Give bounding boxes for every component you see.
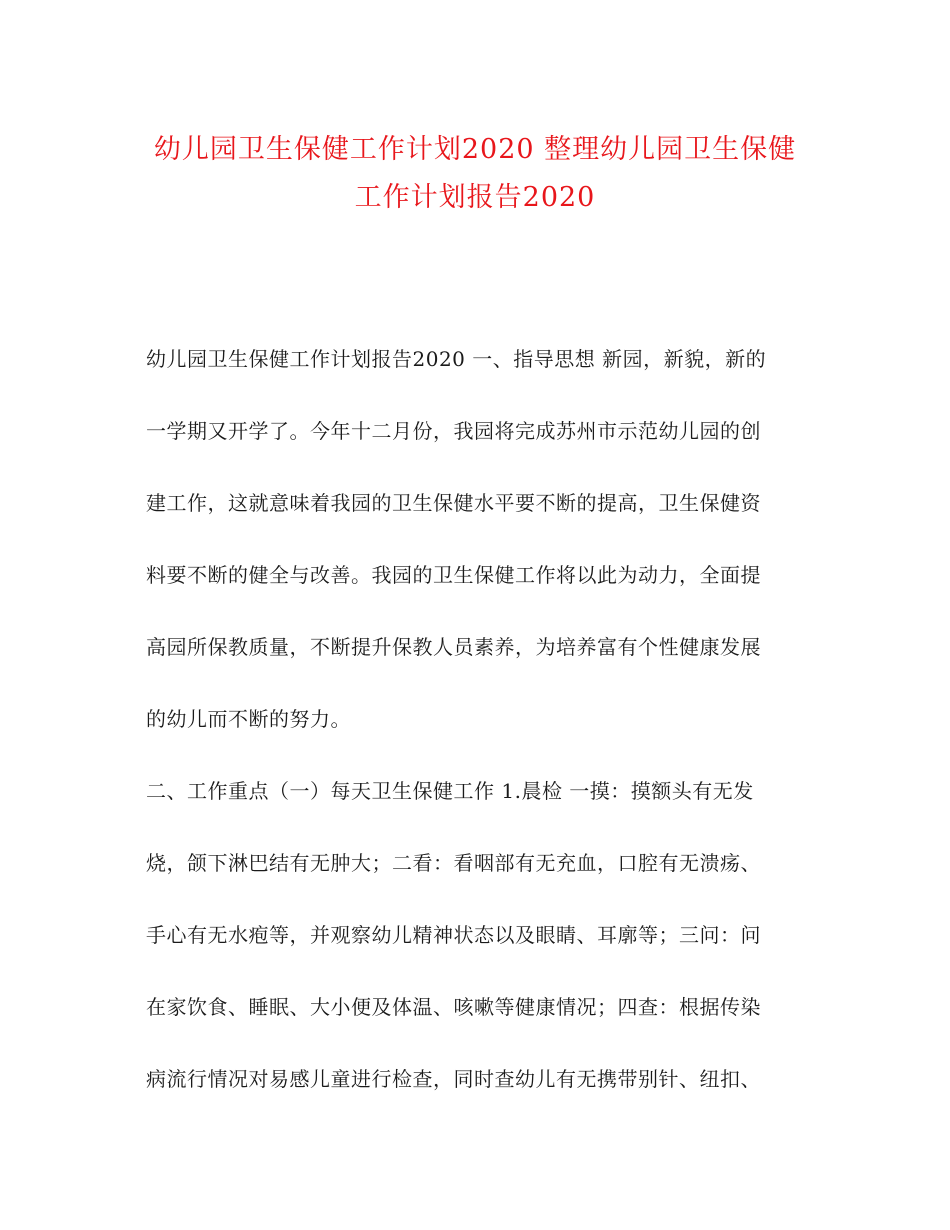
body-line-2: 一学期又开学了。今年十二月份，我园将完成苏州市示范幼儿园的创 [146,419,761,443]
body-line-1: 幼儿园卫生保健工作计划报告2020 一、指导思想 新园，新貌，新的 [146,347,767,371]
document-title [120,126,830,222]
title-line-2: 工作计划报告2020 [354,182,596,213]
body-line-4: 料要不断的健全与改善。我园的卫生保健工作将以此为动力，全面提 [146,563,761,587]
body-line-8: 烧，颌下淋巴结有无肿大；二看：看咽部有无充血，口腔有无溃疡、 [146,851,761,875]
body-line-7: 二、工作重点（一）每天卫生保健工作 1.晨检 一摸：摸额头有无发 [146,779,754,803]
title-line-1: 幼儿园卫生保健工作计划2020 整理幼儿园卫生保健 [153,134,797,165]
body-line-6: 的幼儿而不断的努力。 [146,707,351,731]
body-line-5: 高园所保教质量，不断提升保教人员素养，为培养富有个性健康发展 [146,635,761,659]
body-line-3: 建工作，这就意味着我园的卫生保健水平要不断的提高，卫生保健资 [146,491,761,515]
body-line-10: 在家饮食、睡眠、大小便及体温、咳嗽等健康情况；四查：根据传染 [146,995,761,1019]
body-line-11: 病流行情况对易感儿童进行检查，同时查幼儿有无携带别针、纽扣、 [146,1067,761,1091]
body-line-9: 手心有无水疱等，并观察幼儿精神状态以及眼睛、耳廓等；三问：问 [146,923,761,947]
